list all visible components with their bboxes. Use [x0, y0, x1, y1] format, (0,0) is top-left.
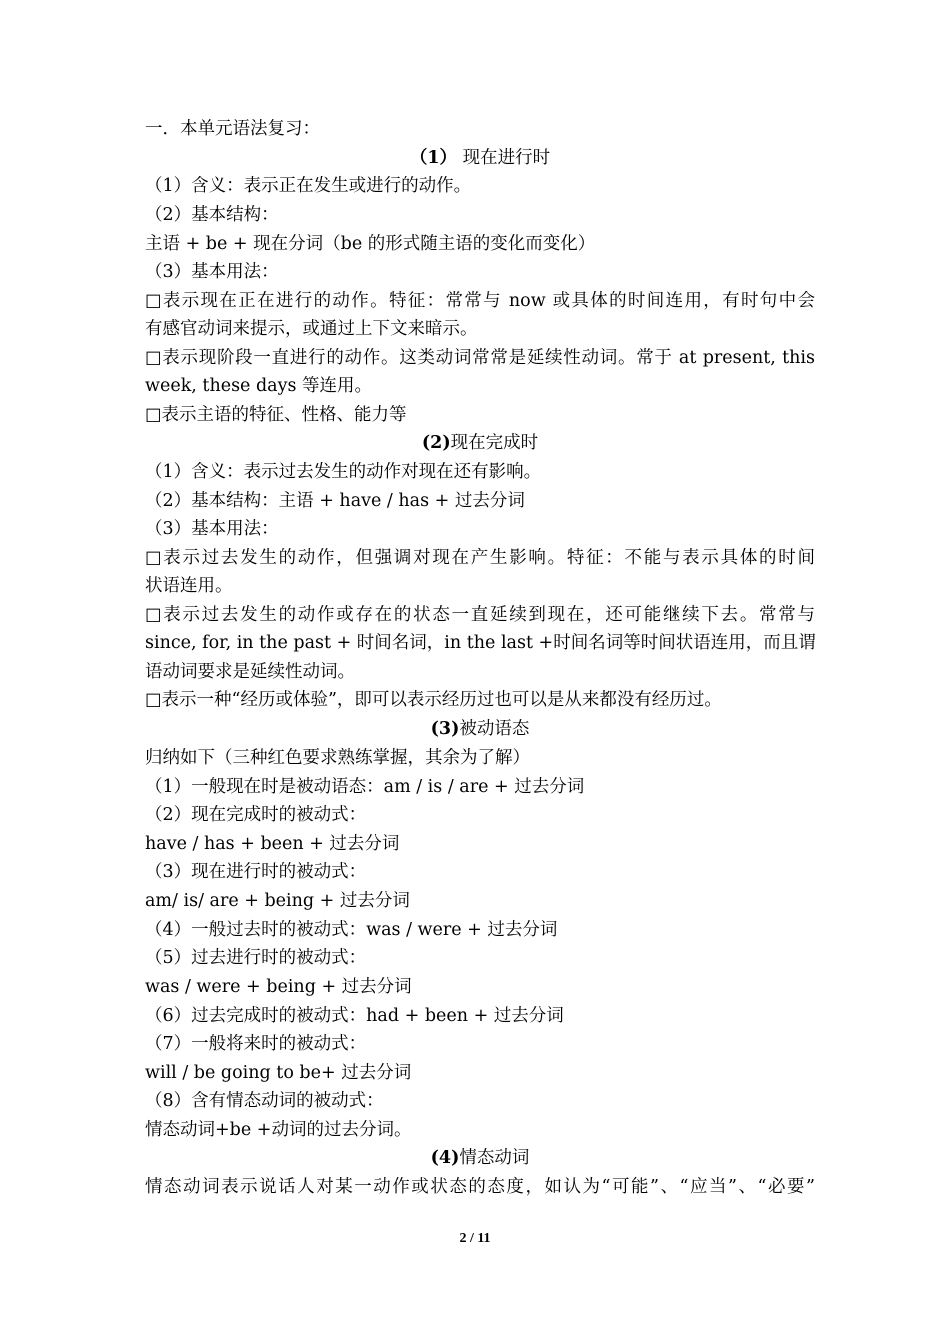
text-line: am/ is/ are + being + 过去分词: [145, 891, 410, 911]
text-line: □表示主语的特征、性格、能力等: [145, 405, 407, 425]
text-line: （2）基本结构：主语 + have / has + 过去分词: [145, 491, 525, 511]
text-line: 状语连用。: [145, 576, 233, 596]
text-line: （2）现在完成时的被动式：: [145, 805, 367, 825]
text-line: （1）含义：表示正在发生或进行的动作。: [145, 176, 472, 196]
text-line: （3）基本用法：: [145, 519, 279, 539]
text-line: （2）基本结构：: [145, 205, 279, 225]
text-line: □表示现阶段一直进行的动作。这类动词常常是延续性动词。常于 at present, this: [145, 348, 815, 368]
text-line: （7）一般将来时的被动式：: [145, 1034, 367, 1054]
subsection-title-present-perfect: (2)现在完成时: [421, 433, 539, 453]
section-heading: 一．本单元语法复习：: [145, 119, 320, 139]
text-line: 情态动词表示说话人对某一动作或状态的态度，如认为“可能”、“应当”、“必要”: [145, 1177, 815, 1197]
text-line: 归纳如下（三种红色要求熟练掌握，其余为了解）: [145, 748, 530, 768]
text-line: □表示一种“经历或体验”，即可以表示经历过也可以是从来都没有经历过。: [145, 690, 722, 710]
text-line: was / were + being + 过去分词: [145, 977, 412, 997]
page-number: 2 / 11: [459, 1231, 491, 1246]
text-line: □表示过去发生的动作或存在的状态一直延续到现在，还可能继续下去。常常与: [145, 605, 815, 625]
text-line: have / has + been + 过去分词: [145, 834, 400, 854]
text-line: □表示过去发生的动作，但强调对现在产生影响。特征：不能与表示具体的时间: [145, 548, 815, 568]
text-line: （5）过去进行时的被动式：: [145, 948, 367, 968]
text-line: （1）含义：表示过去发生的动作对现在还有影响。: [145, 462, 542, 482]
text-line: 语动词要求是延续性动词。: [145, 662, 355, 682]
text-line: □表示现在正在进行的动作。特征：常常与 now 或具体的时间连用，有时句中会: [145, 291, 815, 311]
subsection-title-passive-voice: (3)被动语态: [430, 719, 530, 739]
text-line: week, these days 等连用。: [145, 376, 373, 396]
text-line: since, for, in the past + 时间名词，in the last +时间名词等时间状语连用，而且谓: [145, 633, 816, 653]
text-line: （1）一般现在时是被动语态：am / is / are + 过去分词: [145, 777, 585, 797]
subsection-title-modal-verbs: (4)情态动词: [430, 1148, 530, 1168]
text-line: （3）现在进行时的被动式：: [145, 862, 367, 882]
text-line: （4）一般过去时的被动式：was / were + 过去分词: [145, 920, 558, 940]
text-line: 有感官动词来提示，或通过上下文来暗示。: [145, 319, 478, 339]
text-line: 情态动词+be +动词的过去分词。: [145, 1120, 412, 1140]
text-line: 主语 + be + 现在分词（be 的形式随主语的变化而变化）: [145, 234, 596, 254]
text-line: （8）含有情态动词的被动式：: [145, 1091, 384, 1111]
text-line: （3）基本用法：: [145, 262, 279, 282]
subsection-title-present-continuous: （1） 现在进行时: [409, 148, 551, 168]
text-line: will / be going to be+ 过去分词: [145, 1063, 412, 1083]
text-line: （6）过去完成时的被动式：had + been + 过去分词: [145, 1006, 564, 1026]
